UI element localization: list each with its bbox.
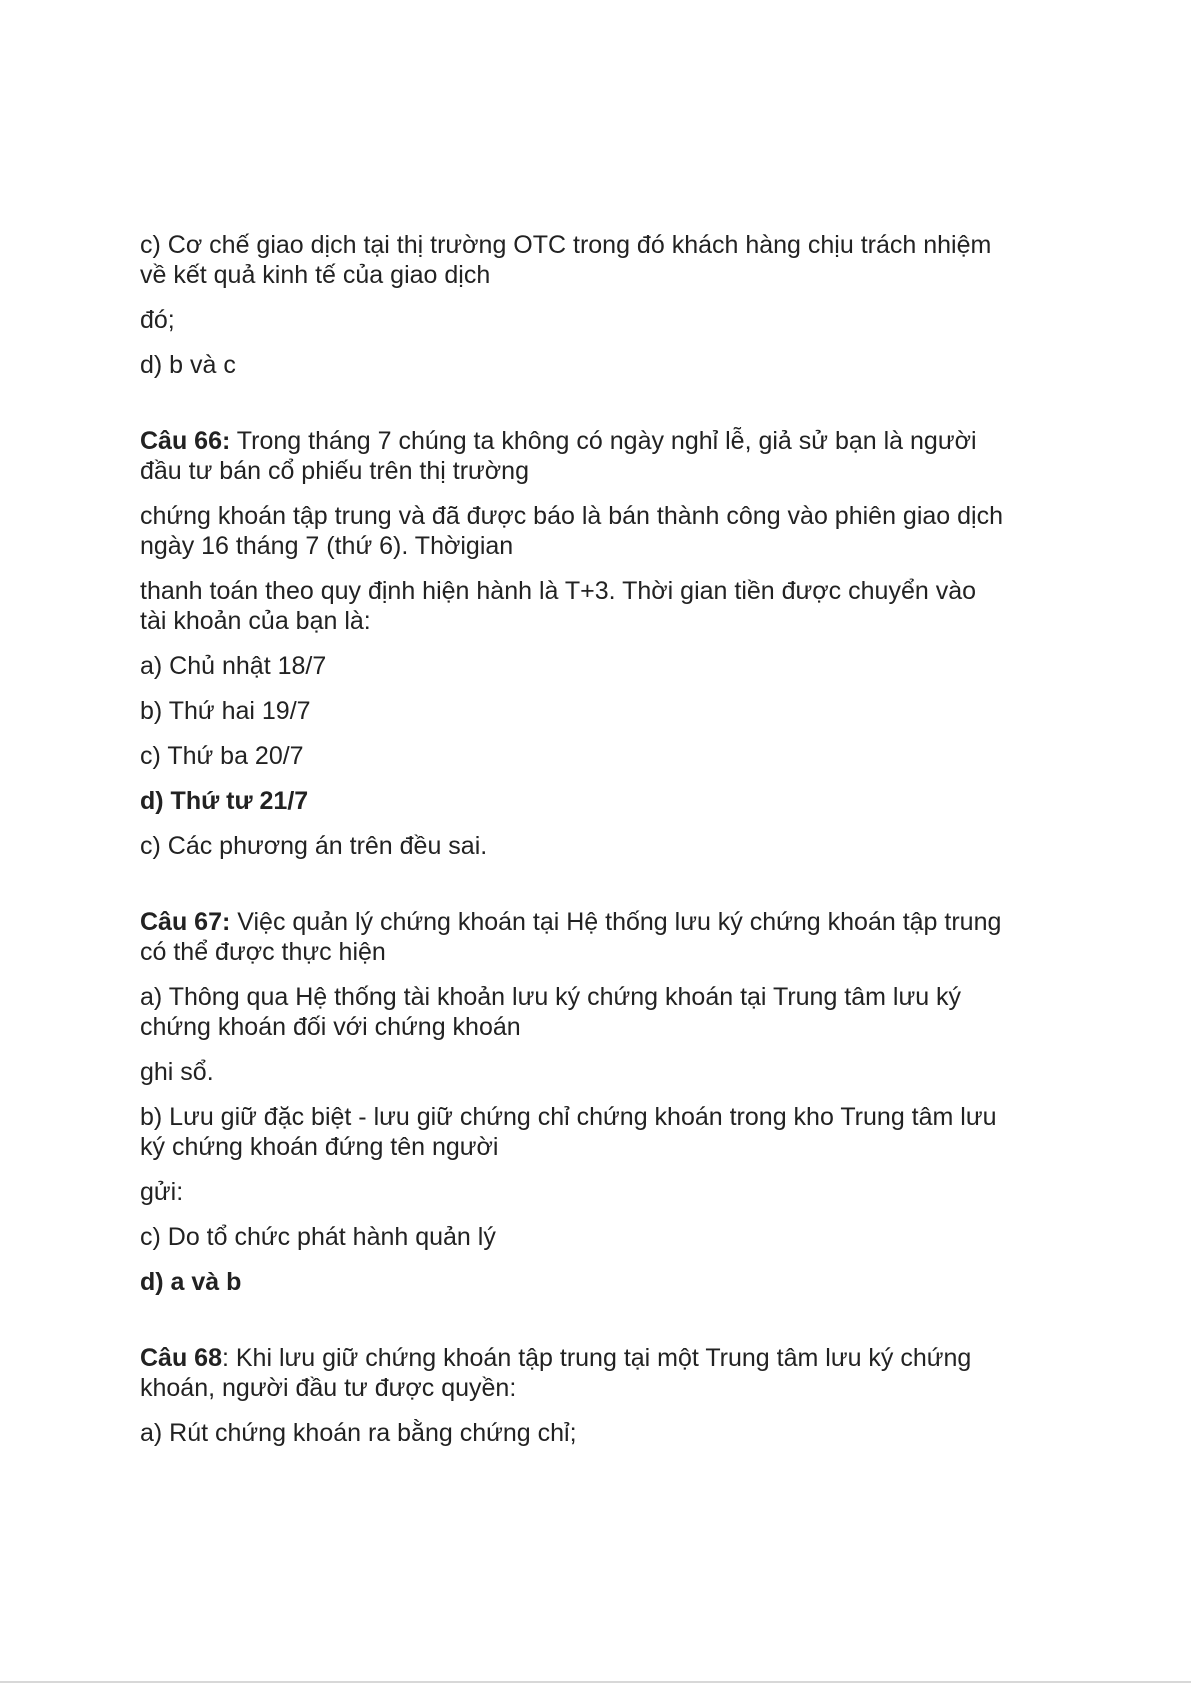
question-66-stem-3a: thanh toán theo quy định hiện hành là T+3. Thời gian tiền được chuyển vào xyxy=(140,577,976,605)
page-bottom-divider xyxy=(0,1681,1191,1683)
question-66-option-d-answer: d) Thứ tư 21/7 xyxy=(140,787,309,815)
question-67-option-d-answer: d) a và b xyxy=(140,1268,242,1296)
question-68-stem xyxy=(140,1343,1060,1403)
question-66-option-b: b) Thứ hai 19/7 xyxy=(140,697,311,725)
question-67-stem xyxy=(140,907,1060,967)
question-66-stem-3b: tài khoản của bạn là: xyxy=(140,607,371,635)
question-68-option-a: a) Rút chứng khoán ra bằng chứng chỉ; xyxy=(140,1419,577,1447)
question-67-option-b-line1: b) Lưu giữ đặc biệt - lưu giữ chứng chỉ chứng khoán trong kho Trung tâm lưu xyxy=(140,1103,997,1131)
question-66-stem-1 xyxy=(140,426,1060,486)
question-68-stem-line2: khoán, người đầu tư được quyền: xyxy=(140,1374,517,1402)
prev-option-d: d) b và c xyxy=(140,351,236,379)
question-66-stem-3 xyxy=(140,576,1060,636)
question-66-stem-line2: đầu tư bán cổ phiếu trên thị trường xyxy=(140,457,529,485)
prev-option-c xyxy=(140,230,1060,290)
question-67-option-b xyxy=(140,1102,1060,1162)
spacer xyxy=(140,1312,1060,1343)
question-66-option-a: a) Chủ nhật 18/7 xyxy=(140,652,327,680)
question-66-stem-text: Trong tháng 7 chúng ta không có ngày nghỉ lễ, giả sử bạn là người xyxy=(230,427,977,455)
question-67-option-a-line1: a) Thông qua Hệ thống tài khoản lưu ký chứng khoán tại Trung tâm lưu ký xyxy=(140,983,962,1011)
spacer xyxy=(140,395,1060,426)
prev-option-c-line1: c) Cơ chế giao dịch tại thị trường OTC trong đó khách hàng chịu trách nhiệm xyxy=(140,231,992,259)
question-66-option-e: c) Các phương án trên đều sai. xyxy=(140,832,488,860)
question-67-option-a-line2: chứng khoán đối với chứng khoán xyxy=(140,1013,521,1041)
question-66-stem-2a: chứng khoán tập trung và đã được báo là bán thành công vào phiên giao dịch xyxy=(140,502,1003,530)
prev-option-c-continued: đó; xyxy=(140,306,175,334)
question-68-label: Câu 68 xyxy=(140,1344,222,1372)
question-67-option-a xyxy=(140,982,1060,1042)
question-67-option-a-continued: ghi sổ. xyxy=(140,1058,214,1086)
question-67-option-b-continued: gửi: xyxy=(140,1178,184,1206)
document-page xyxy=(140,230,1060,1463)
question-67-label: Câu 67: xyxy=(140,908,231,936)
question-67-stem-text: Việc quản lý chứng khoán tại Hệ thống lưu ký chứng khoán tập trung xyxy=(230,908,1002,936)
question-67-option-b-line2: ký chứng khoán đứng tên người xyxy=(140,1133,499,1161)
question-66-option-c: c) Thứ ba 20/7 xyxy=(140,742,304,770)
question-66-stem-2 xyxy=(140,501,1060,561)
question-67-stem-line2: có thể được thực hiện xyxy=(140,938,386,966)
question-66-label: Câu 66: xyxy=(140,427,231,455)
prev-option-c-line2: về kết quả kinh tế của giao dịch xyxy=(140,261,491,289)
question-68-stem-text: : Khi lưu giữ chứng khoán tập trung tại một Trung tâm lưu ký chứng xyxy=(221,1344,972,1372)
spacer xyxy=(140,876,1060,907)
question-66-stem-2b: ngày 16 tháng 7 (thứ 6). Thờigian xyxy=(140,532,514,560)
question-67-option-c: c) Do tổ chức phát hành quản lý xyxy=(140,1223,496,1251)
